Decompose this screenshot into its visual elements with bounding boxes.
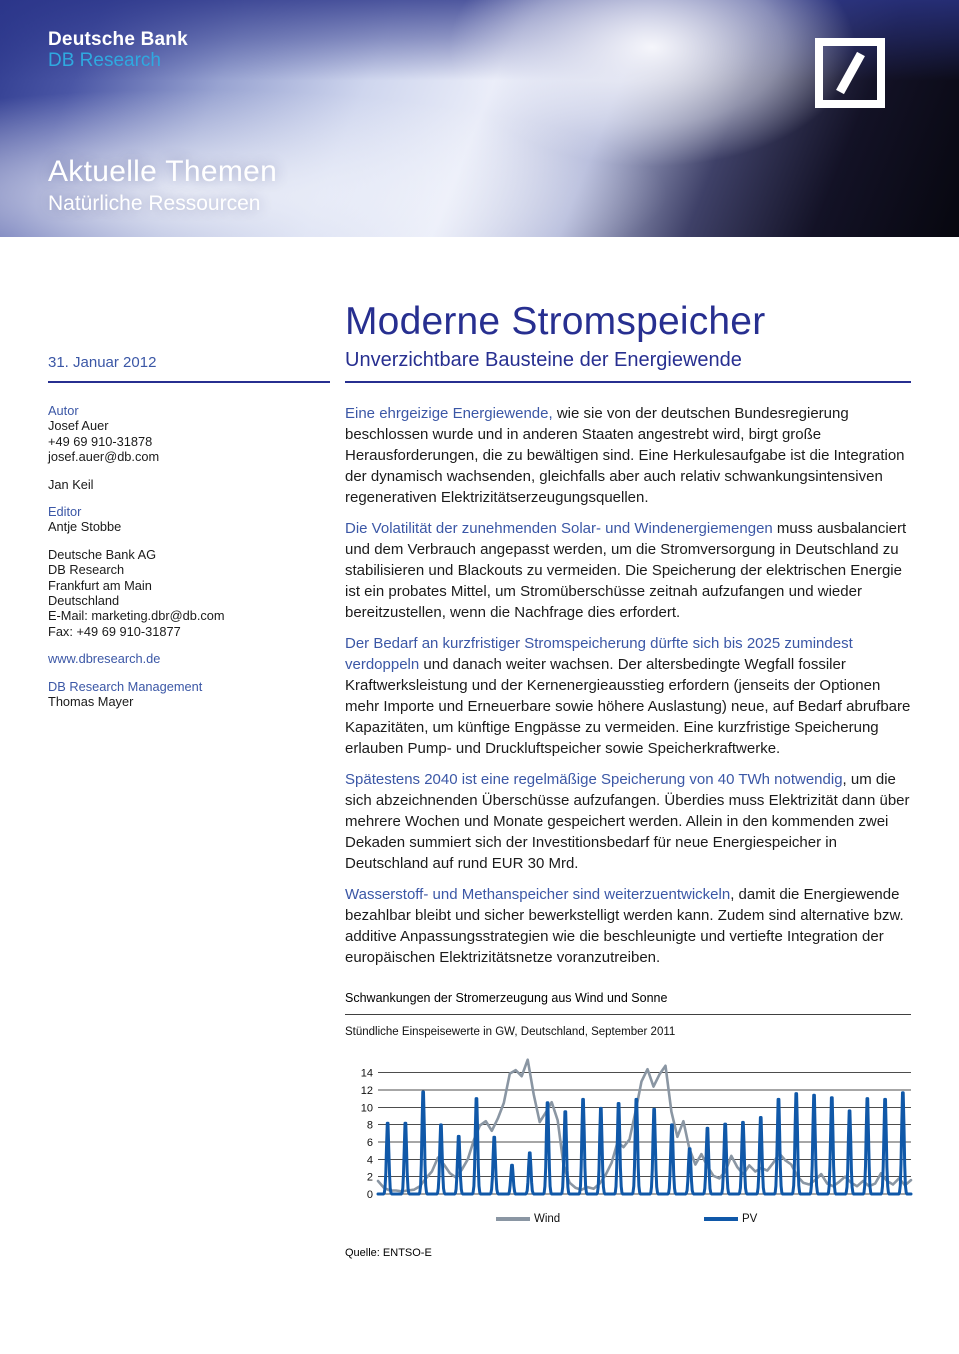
- svg-text:10: 10: [360, 1102, 373, 1115]
- editor-group: [48, 504, 330, 535]
- legend-label-wind: Wind: [534, 1212, 561, 1225]
- series-title: Aktuelle Themen: [48, 155, 278, 188]
- paragraph: [345, 633, 911, 759]
- chart-title: Schwankungen der Stromerzeugung aus Wind und Sonne: [345, 988, 911, 1015]
- author-label: Autor: [48, 402, 79, 418]
- website-link[interactable]: www.dbresearch.de: [48, 651, 161, 667]
- paragraph-text: , damit die Energiewende bezahlbar bleibt und sicher bewerkstelligt werden kann. Zudem sind alternative bzw. additive Anpassungsstrategien wie die beschleunigte und vertiefte Integration der europäischen Elektrizitätsnetze voranzutreiben.: [345, 885, 904, 966]
- svg-text:6: 6: [366, 1136, 373, 1149]
- address-line: Deutschland: [48, 592, 120, 608]
- paragraph-lead: Der Bedarf an kurzfristiger Stromspeicherung dürfte sich bis 2025 zumindest verdoppeln: [345, 634, 853, 673]
- sidebar: [48, 403, 330, 1264]
- chart-block: [345, 988, 911, 1264]
- article-body: [345, 403, 911, 1264]
- second-author-group: [48, 477, 330, 492]
- paragraph: [345, 518, 911, 623]
- chart-subtitle: Stündliche Einspeisewerte in GW, Deutschland, September 2011: [345, 1025, 676, 1038]
- svg-text:0: 0: [366, 1188, 373, 1201]
- svg-text:4: 4: [366, 1154, 373, 1167]
- series-block: [48, 155, 277, 216]
- hero-banner: [0, 0, 959, 237]
- address-line: Deutsche Bank AG: [48, 546, 157, 562]
- management-name: Thomas Mayer: [48, 693, 134, 709]
- second-author-name: Jan Keil: [48, 476, 94, 492]
- svg-text:12: 12: [360, 1084, 373, 1097]
- legend-item-wind: [495, 1209, 560, 1230]
- chart-legend: [345, 1209, 911, 1227]
- paragraph-lead: Eine ehrgeizige Energiewende,: [345, 404, 553, 422]
- report-subtitle: Unverzichtbare Bausteine der Energiewende: [345, 348, 742, 371]
- author-email: josef.auer@db.com: [48, 449, 160, 465]
- svg-text:8: 8: [366, 1119, 373, 1132]
- paragraph-lead: Wasserstoff- und Methanspeicher sind weiterzuentwickeln: [345, 885, 731, 903]
- wind-line-swatch-icon: [495, 1216, 531, 1222]
- paragraph-text: muss ausbalanciert und dem Verbrauch angepasst werden, um die Stromversorgung in Deutschland zu stabilisieren und Blackouts zu vermeiden. Die Speicherung der elektrischen Energie ist ein probates Mittel, um Stromüberschüsse zeitnah aufzufangen und wieder bereitzustellen, wenn die Nachfrage dies erfordert.: [345, 519, 907, 621]
- author-phone: +49 69 910-31878: [48, 433, 153, 449]
- brand-name: Deutsche Bank: [48, 29, 188, 50]
- editor-name: Antje Stobbe: [48, 519, 122, 535]
- paragraph: [345, 884, 911, 968]
- address-line: Frankfurt am Main: [48, 577, 152, 593]
- paragraph: [345, 403, 911, 508]
- management-label: DB Research Management: [48, 678, 203, 694]
- masthead: [48, 301, 911, 383]
- title-cell: [345, 301, 911, 383]
- deutsche-bank-logo-icon: [815, 38, 885, 108]
- pv-line-swatch-icon: [703, 1216, 739, 1222]
- author-group: [48, 403, 330, 465]
- editor-label: Editor: [48, 503, 82, 519]
- date-cell: [48, 354, 330, 383]
- paragraph-lead: Die Volatilität der zunehmenden Solar- und Windenergiemengen: [345, 519, 773, 537]
- brand-division: DB Research: [48, 49, 161, 71]
- series-subtitle: Natürliche Ressourcen: [48, 192, 261, 215]
- svg-text:2: 2: [366, 1171, 373, 1184]
- address-line: DB Research: [48, 562, 125, 578]
- svg-text:14: 14: [360, 1067, 373, 1080]
- website-group: [48, 651, 330, 666]
- wind-pv-line-chart: [345, 1057, 915, 1203]
- paragraph-text: und danach weiter wachsen. Der altersbedingte Wegfall fossiler Kraftwerksleistung und der Kernenergieausstieg erfordern (jenseits der Optionen mehr Importe und Erneuerbare sowie höhere Auslastung) neue, auf Bedarf abrufbare Kapazitäten, um künftige Engpässe zu vermeiden. Eine kurzfristige Speicherung erlauben Pump- und Druckluftspeicher sowie Speicherkraftwerke.: [345, 655, 911, 757]
- legend-label-pv: PV: [742, 1212, 758, 1225]
- brand-block: [48, 30, 188, 71]
- paragraph-text: , um die sich abzeichnenden Überschüsse aufzufangen. Überdies muss Elektrizität dann über mehrere Wochen und Monate gespeichert werden. Allein in den kommenden zwei Dekaden summiert sich der Investitionsbedarf für neue Energiespeicher in Deutschland auf rund EUR 30 Mrd.: [345, 770, 910, 872]
- chart-source: Quelle: ENTSO-E: [345, 1246, 432, 1259]
- author-name: Josef Auer: [48, 418, 109, 434]
- report-title: Moderne Stromspeicher: [345, 300, 766, 343]
- publication-date: 31. Januar 2012: [48, 353, 157, 371]
- address-group: [48, 547, 330, 639]
- address-line: E-Mail: marketing.dbr@db.com: [48, 608, 225, 624]
- address-line: Fax: +49 69 910-31877: [48, 623, 181, 639]
- legend-item-pv: [703, 1209, 757, 1230]
- paragraph-text: wie sie von der deutschen Bundesregierung beschlossen wurde und in anderen Staaten angestrebt wird, birgt große Herausforderungen, die zu bewältigen sind. Eine Herkulesaufgabe ist die Integration der dynamisch wachsenden, gleichfalls aber auch relativ schwankungsintensiven regenerativen Elektrizitätserzeugungsquellen.: [345, 404, 905, 506]
- paragraph: [345, 769, 911, 874]
- management-group: [48, 679, 330, 710]
- paragraph-lead: Spätestens 2040 ist eine regelmäßige Speicherung von 40 TWh notwendig: [345, 770, 843, 788]
